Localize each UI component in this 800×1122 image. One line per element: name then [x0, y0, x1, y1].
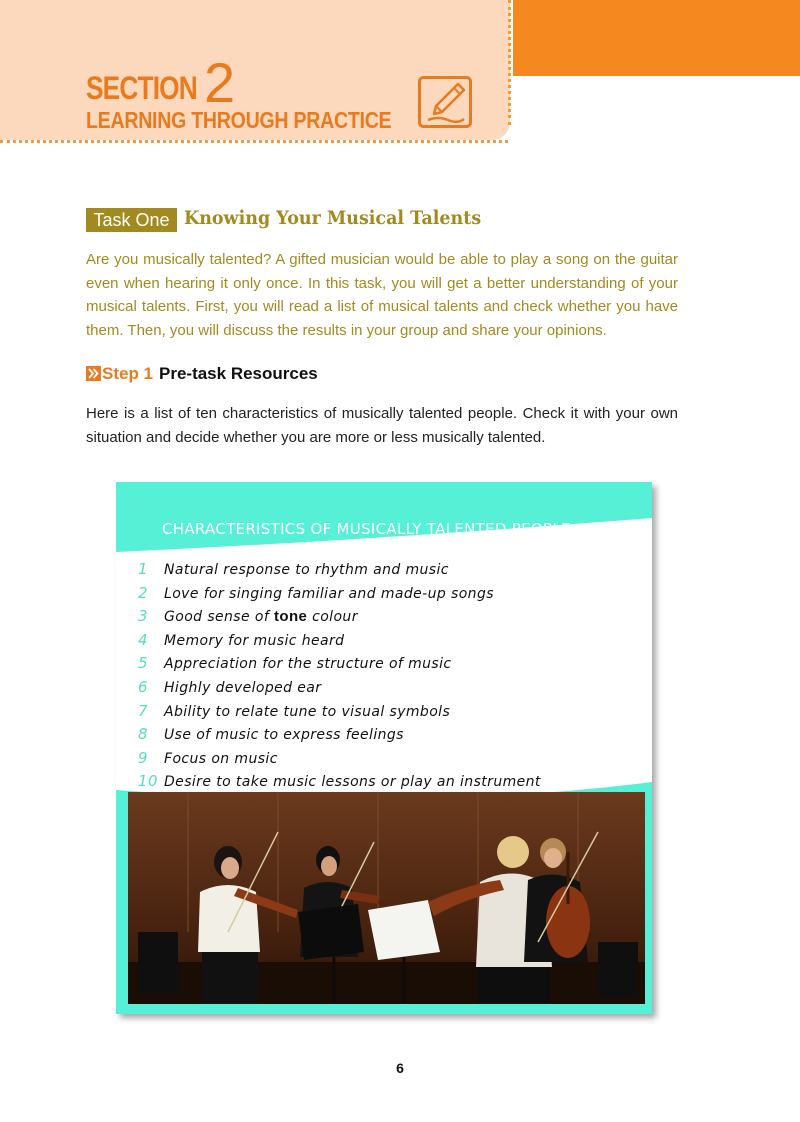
double-chevron-right-icon — [86, 366, 101, 381]
step-title: Pre-task Resources — [159, 364, 318, 383]
list-item — [138, 654, 541, 678]
item-text-pre: Good sense of — [164, 609, 274, 626]
item-text: Memory for music heard — [164, 632, 345, 649]
list-item — [138, 584, 541, 608]
item-keyword: tone — [274, 608, 308, 626]
item-text: Natural response to rhythm and music — [164, 562, 449, 578]
list-item — [138, 749, 541, 773]
list-item — [138, 631, 541, 655]
item-text: Appreciation for the structure of music — [164, 656, 452, 673]
task-intro: Are you musically talented? A gifted musician would be able to play a song on the guitar even when hearing it only once. In this task, you will get a better understanding of your musical talents. First, you will read a list of musical talents and check whether you have them. Then, you will discuss the results in your group and share your opinions. — [86, 251, 678, 339]
item-number: 2 — [138, 583, 148, 602]
item-text: Focus on music — [164, 750, 278, 767]
list-item — [138, 702, 541, 726]
list-item — [138, 607, 541, 631]
characteristics-list — [138, 560, 541, 796]
characteristics-card — [116, 482, 652, 1014]
header-orange-block — [513, 0, 800, 76]
item-number: 4 — [138, 630, 148, 649]
list-item — [138, 725, 541, 749]
header-dotted-border-vertical — [508, 0, 511, 125]
step-label: Step 1 — [102, 364, 154, 383]
page-number: 6 — [396, 1060, 404, 1076]
item-text: Ability to relate tune to visual symbols — [164, 703, 451, 720]
section-number: 2 — [204, 51, 236, 114]
step-text: Here is a list of ten characteristics of musically talented people. Check it with your own situation and decide whether you are more or less musically talented. — [86, 405, 678, 446]
item-text: Desire to take music lessons or play an instrument — [164, 774, 541, 791]
section-word: SECTION — [86, 70, 197, 106]
item-text: Love for singing familiar and made-up songs — [164, 585, 494, 602]
header-dotted-border — [0, 140, 508, 143]
list-item — [138, 560, 541, 584]
item-number: 8 — [138, 725, 148, 744]
item-number: 9 — [138, 748, 148, 767]
section-subtitle: LEARNING THROUGH PRACTICE — [86, 107, 392, 133]
item-number: 5 — [138, 654, 148, 673]
item-number: 1 — [138, 560, 148, 578]
item-text-post: colour — [307, 609, 358, 626]
task-tag: Task One — [86, 208, 177, 232]
item-text: Use of music to express feelings — [164, 727, 404, 744]
item-number: 6 — [138, 677, 148, 696]
item-number: 7 — [138, 701, 148, 720]
item-number: 10 — [138, 772, 158, 791]
card-title: CHARACTERISTICS OF MUSICALLY TALENTED PEOPLE — [162, 520, 571, 538]
pen-writing-icon — [418, 76, 472, 128]
item-text: Highly developed ear — [164, 679, 322, 696]
item-number: 3 — [138, 607, 148, 626]
task-title: Knowing Your Musical Talents — [184, 207, 482, 229]
string-quartet-photo — [128, 792, 645, 1004]
list-item — [138, 678, 541, 702]
